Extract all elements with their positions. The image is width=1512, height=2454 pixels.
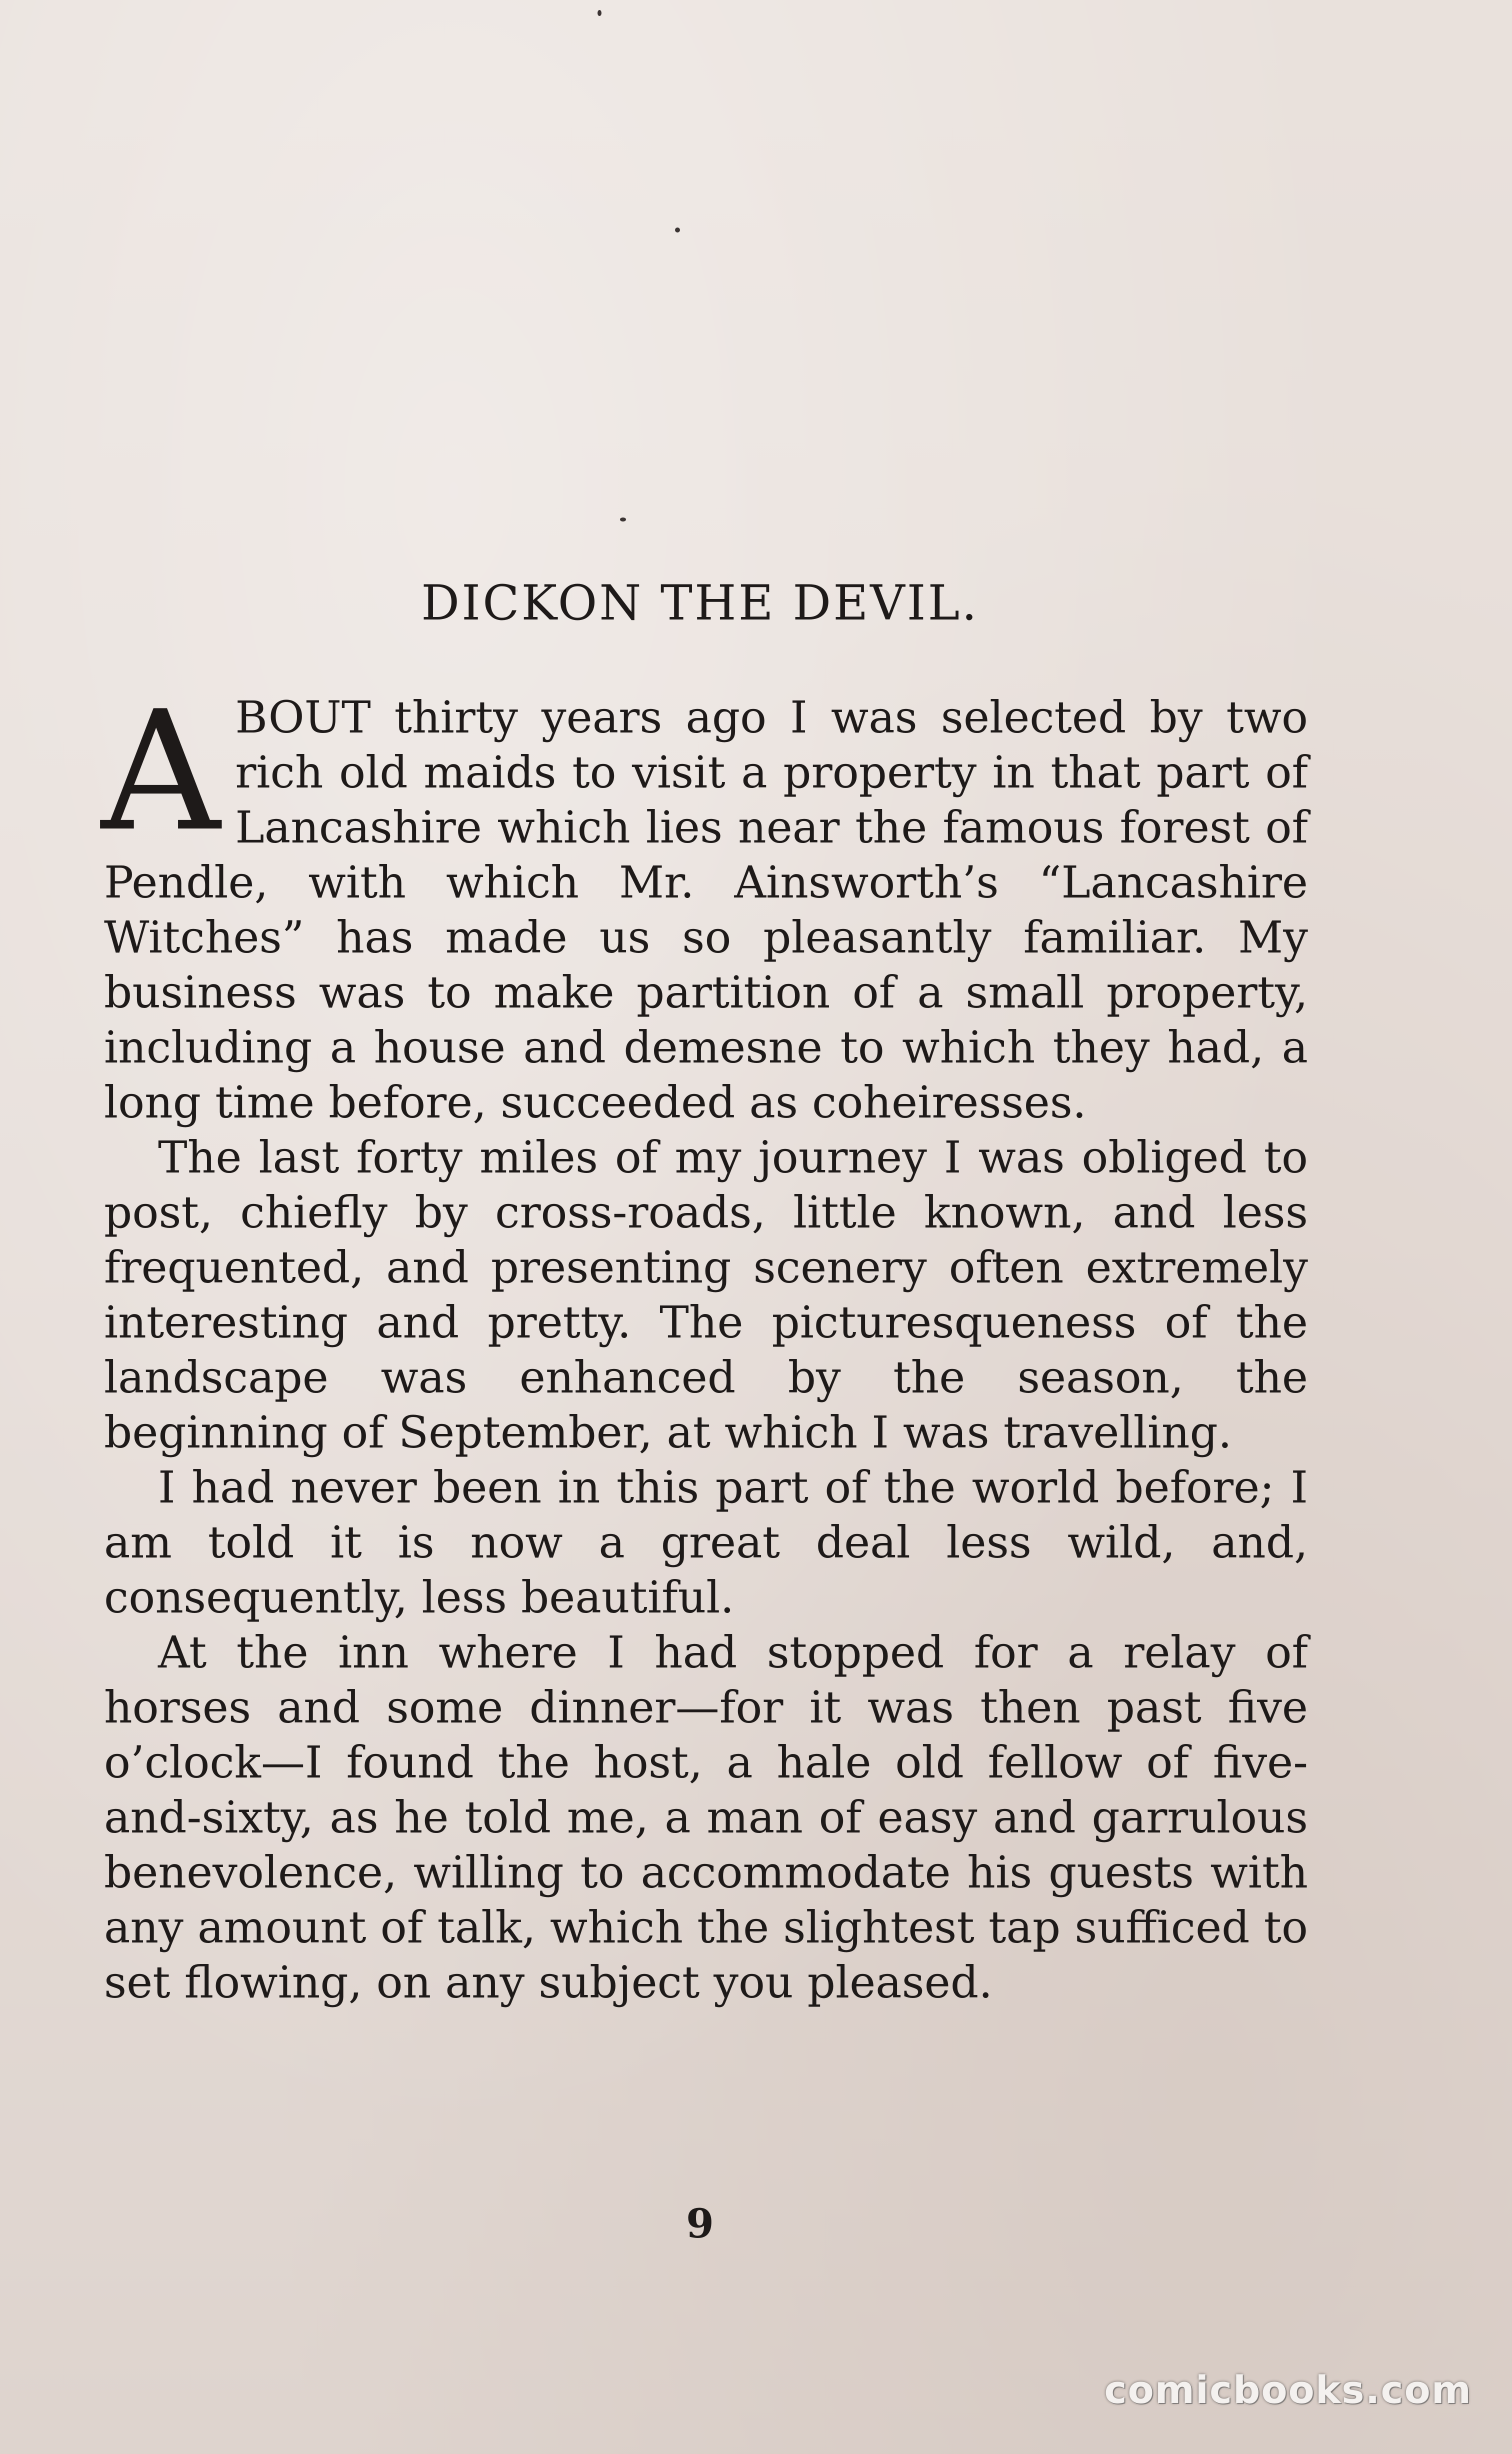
ink-speck bbox=[675, 228, 680, 232]
page-number: 9 bbox=[686, 2200, 714, 2247]
ink-speck bbox=[598, 10, 602, 16]
paragraph-3: I had never been in this part of the world before; I am told it is now a great deal less wild, and, consequently, less beautiful. bbox=[104, 1462, 1308, 1623]
paragraph-2: The last forty miles of my journey I was obliged to post, chiefly by cross-roads, little known, and less frequented, and presenting scenery often extremely interesting and pretty. The picturesqueness of the landscape was enhanced by the season, the beginning of September, at which I was travelling. bbox=[104, 1132, 1308, 1458]
paragraph-4: At the inn where I had stopped for a relay of horses and some dinner—for it was then past five o’clock—I found the host, a hale old fellow of five-and-sixty, as he told me, a man of easy and garrulous benevolence, willing to accommodate his guests with any amount of talk, which the slightest tap sufficed to set flowing, on any subject you pleased. bbox=[104, 1626, 1308, 2008]
chapter-title: DICKON THE DEVIL. bbox=[421, 575, 979, 631]
watermark-logo: comicbooks.com bbox=[1104, 2368, 1472, 2412]
ink-speck bbox=[620, 518, 626, 522]
paragraph-1-text: BOUT thirty years ago I was selected by two rich old maids to visit a property in that part of Lancashire which lies near the famous forest of Pendle, with which Mr. Ainsworth’s “Lancashire Witches” has made us so pleasantly familiar. My business was to make partition of a small property, including a house and demesne to which they had, a long time before, succeeded as coheiresses. bbox=[104, 692, 1308, 1128]
paragraph-1 bbox=[101, 676, 1308, 1130]
body-text bbox=[101, 676, 1308, 2010]
drop-cap: A bbox=[101, 676, 220, 868]
